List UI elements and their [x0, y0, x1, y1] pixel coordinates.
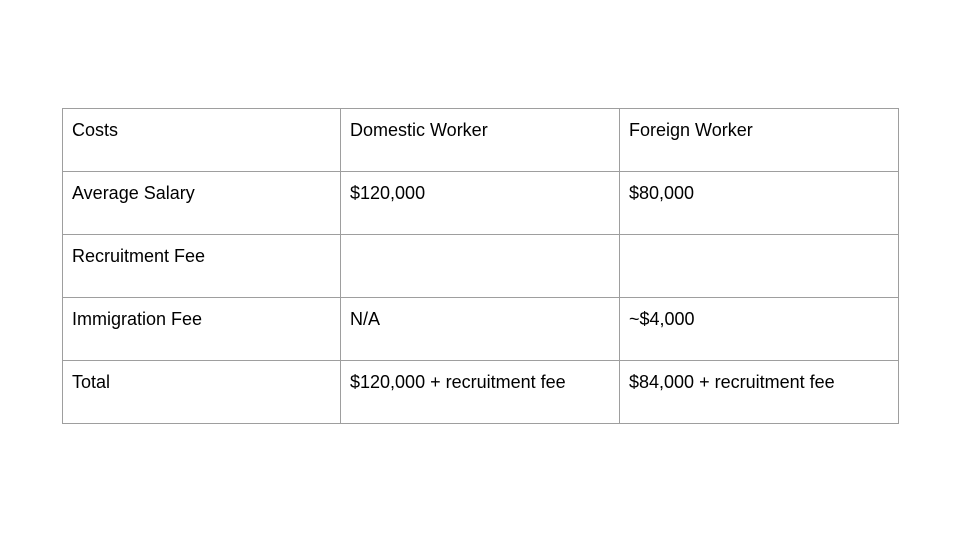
table-row [63, 172, 899, 235]
table-cell [620, 235, 899, 298]
table-row [63, 361, 899, 424]
header-cell-domestic-worker: Domestic Worker [341, 109, 620, 172]
row-label-recruitment-fee: Recruitment Fee [63, 235, 341, 298]
table-header-row [63, 109, 899, 172]
cost-comparison-table [62, 108, 899, 424]
table-cell: $84,000 + recruitment fee [620, 361, 899, 424]
table-cell: $120,000 [341, 172, 620, 235]
row-label-immigration-fee: Immigration Fee [63, 298, 341, 361]
table-cell: $80,000 [620, 172, 899, 235]
table-cell: ~$4,000 [620, 298, 899, 361]
table-cell: N/A [341, 298, 620, 361]
header-cell-foreign-worker: Foreign Worker [620, 109, 899, 172]
table-row [63, 235, 899, 298]
table-cell: $120,000 + recruitment fee [341, 361, 620, 424]
header-cell-costs: Costs [63, 109, 341, 172]
row-label-average-salary: Average Salary [63, 172, 341, 235]
table-cell [341, 235, 620, 298]
row-label-total: Total [63, 361, 341, 424]
table-row [63, 298, 899, 361]
